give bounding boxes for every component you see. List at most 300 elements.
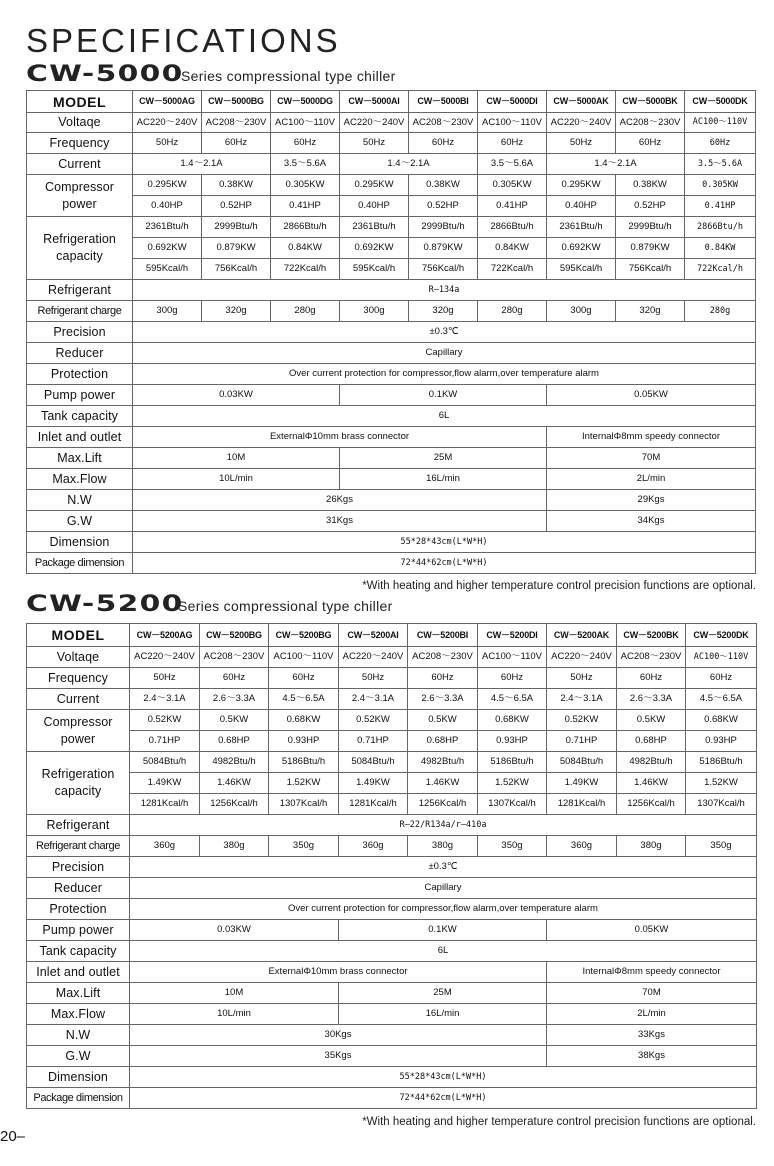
inlet-cell: ExternalΦ10mm brass connector (130, 962, 547, 983)
refrig-kw-cell: 0.692KW (547, 238, 616, 259)
current-cell: 3.5～5.6A (685, 154, 756, 175)
flow-cell: 16L/min (340, 469, 547, 490)
row-label: Dimension (27, 1067, 130, 1088)
row-label: Frequency (27, 668, 130, 689)
row-label: Refrigeration capacity (27, 752, 130, 815)
row-label: Frequency (27, 133, 133, 154)
model-name: CW－5000DK (685, 91, 756, 113)
protection-cell: Over current protection for compressor,flow alarm,over temperature alarm (133, 364, 756, 385)
current-cell: 1.4～2.1A (340, 154, 478, 175)
lift-cell: 25M (339, 983, 547, 1004)
gw-cell: 38Kgs (547, 1046, 757, 1067)
pump-row (27, 920, 757, 941)
model-name: CW－5200BK (617, 624, 686, 647)
compressor-kw-cell: 0.5KW (200, 710, 269, 731)
compressor-kw-cell: 0.68KW (269, 710, 339, 731)
package-cell: 72*44*62cm(L*W*H) (130, 1088, 757, 1109)
refrig-kw-cell: 1.49KW (130, 773, 200, 794)
row-label: G.W (27, 511, 133, 532)
row-label: Voltaqe (27, 113, 133, 133)
refrig-btu-cell: 5186Btu/h (686, 752, 757, 773)
refrig-kw-cell: 1.46KW (617, 773, 686, 794)
compressor-kw-cell: 0.295KW (340, 175, 409, 196)
row-label: Protection (27, 364, 133, 385)
model-name: CW－5000AG (133, 91, 202, 113)
compressor-hp-cell: 0.52HP (616, 196, 685, 217)
refrig-kcal-cell: 756Kcal/h (202, 259, 271, 280)
tank-row (27, 406, 756, 427)
row-label: Max.Flow (27, 1004, 130, 1025)
protection-row (27, 364, 756, 385)
compressor-kw-cell: 0.5KW (408, 710, 478, 731)
nw-row (27, 490, 756, 511)
refrig-kcal-cell: 1307Kcal/h (478, 794, 547, 815)
dimension-cell: 55*28*43cm(L*W*H) (130, 1067, 757, 1088)
frequency-cell: 50Hz (340, 133, 409, 154)
compressor-hp-cell: 0.68HP (200, 731, 269, 752)
model-name: CW－5000AK (547, 91, 616, 113)
lift-cell: 25M (340, 448, 547, 469)
compressor-kw-row (27, 710, 757, 731)
refrig-kcal-cell: 1307Kcal/h (269, 794, 339, 815)
model-name: CW－5000BI (409, 91, 478, 113)
inlet-row (27, 962, 757, 983)
charge-cell: 360g (130, 836, 200, 857)
precision-cell: ±0.3℃ (133, 322, 756, 343)
nw-row (27, 1025, 757, 1046)
model-name: CW－5200AK (547, 624, 617, 647)
current-cell: 4.5～6.5A (478, 689, 547, 710)
compressor-hp-cell: 0.93HP (478, 731, 547, 752)
page-number: 20– (0, 1128, 26, 1145)
footnote: *With heating and higher temperature control precision functions are optional. (362, 580, 756, 592)
row-label: Current (27, 154, 133, 175)
model-name: CW－5000BG (202, 91, 271, 113)
tank-cell: 6L (133, 406, 756, 427)
dimension-row (27, 1067, 757, 1088)
refrig-btu-cell: 4982Btu/h (200, 752, 269, 773)
refrig-kcal-cell: 722Kcal/h (685, 259, 756, 280)
row-label: Compressor power (27, 710, 130, 752)
gw-row (27, 511, 756, 532)
pump-row (27, 385, 756, 406)
current-row (27, 154, 756, 175)
refrig-btu-cell: 2999Btu/h (616, 217, 685, 238)
voltage-cell: AC220～240V (130, 647, 200, 668)
row-label: Reducer (27, 343, 133, 364)
current-cell: 4.5～6.5A (686, 689, 757, 710)
flow-cell: 2L/min (547, 469, 756, 490)
model-row (27, 91, 756, 113)
compressor-kw-cell: 0.305KW (478, 175, 547, 196)
model-row (27, 624, 757, 647)
compressor-hp-cell: 0.93HP (686, 731, 757, 752)
compressor-kw-cell: 0.68KW (686, 710, 757, 731)
current-cell: 1.4～2.1A (133, 154, 271, 175)
reducer-cell: Capillary (130, 878, 757, 899)
row-label: Current (27, 689, 130, 710)
flow-cell: 10L/min (130, 1004, 339, 1025)
voltage-cell: AC208～230V (409, 113, 478, 133)
compressor-kw-cell: 0.5KW (617, 710, 686, 731)
refrig-kw-cell: 0.879KW (202, 238, 271, 259)
model-name: CW－5200BG (200, 624, 269, 647)
gw-cell: 31Kgs (133, 511, 547, 532)
row-label: Precision (27, 322, 133, 343)
model-name: CW－5200AI (339, 624, 408, 647)
refrig-btu-cell: 2866Btu/h (685, 217, 756, 238)
lift-cell: 70M (547, 983, 757, 1004)
compressor-hp-cell: 0.68HP (408, 731, 478, 752)
row-label: N.W (27, 490, 133, 511)
compressor-kw-cell: 0.52KW (130, 710, 200, 731)
row-label: Max.Lift (27, 983, 130, 1004)
voltage-cell: AC220～240V (547, 113, 616, 133)
lift-row (27, 448, 756, 469)
row-label: Refrigeration capacity (27, 217, 133, 280)
refrig-btu-cell: 2866Btu/h (478, 217, 547, 238)
flow-cell: 10L/min (133, 469, 340, 490)
tank-cell: 6L (130, 941, 757, 962)
refrig-btu-cell: 5084Btu/h (130, 752, 200, 773)
charge-cell: 380g (408, 836, 478, 857)
refrig-kcal-cell: 722Kcal/h (271, 259, 340, 280)
spec-table-cw5000 (26, 90, 756, 574)
pump-cell: 0.03KW (130, 920, 339, 941)
nw-cell: 26Kgs (133, 490, 547, 511)
row-label: Inlet and outlet (27, 427, 133, 448)
current-cell: 2.6～3.3A (617, 689, 686, 710)
precision-row (27, 857, 757, 878)
refrig-kcal-cell: 756Kcal/h (409, 259, 478, 280)
page-title: SPECIFICATIONS (26, 22, 341, 59)
refrigerant-row (27, 280, 756, 301)
pump-cell: 0.05KW (547, 385, 756, 406)
refrig-kcal-cell: 722Kcal/h (478, 259, 547, 280)
frequency-cell: 60Hz (269, 668, 339, 689)
compressor-hp-cell: 0.68HP (617, 731, 686, 752)
model-header: MODEL (27, 91, 133, 113)
lift-cell: 70M (547, 448, 756, 469)
refrig-kw-cell: 1.49KW (339, 773, 408, 794)
compressor-kw-cell: 0.305KW (271, 175, 340, 196)
dimension-cell: 55*28*43cm(L*W*H) (133, 532, 756, 553)
charge-cell: 380g (200, 836, 269, 857)
refrig-btu-cell: 2999Btu/h (409, 217, 478, 238)
flow-cell: 16L/min (339, 1004, 547, 1025)
lift-row (27, 983, 757, 1004)
frequency-cell: 50Hz (547, 133, 616, 154)
footnote: *With heating and higher temperature control precision functions are optional. (362, 1116, 756, 1128)
voltage-cell: AC220～240V (133, 113, 202, 133)
compressor-hp-cell: 0.41HP (478, 196, 547, 217)
refrig-kw-cell: 0.84KW (685, 238, 756, 259)
refrig-btu-cell: 2361Btu/h (547, 217, 616, 238)
series-heading-cw5200 (26, 592, 393, 617)
compressor-hp-cell: 0.71HP (130, 731, 200, 752)
refrig-kw-cell: 1.49KW (547, 773, 617, 794)
current-cell: 1.4～2.1A (547, 154, 685, 175)
model-name: CW－5200AG (130, 624, 200, 647)
refrig-btu-row (27, 752, 757, 773)
inlet-row (27, 427, 756, 448)
model-header: MODEL (27, 624, 130, 647)
model-name: CW－5200DK (686, 624, 757, 647)
precision-cell: ±0.3℃ (130, 857, 757, 878)
charge-cell: 320g (409, 301, 478, 322)
voltage-cell: AC220～240V (340, 113, 409, 133)
row-label: Refrigerant (27, 815, 130, 836)
refrig-btu-cell: 5186Btu/h (269, 752, 339, 773)
inlet-cell: InternalΦ8mm speedy connector (547, 962, 757, 983)
tank-row (27, 941, 757, 962)
refrig-kw-cell: 0.692KW (133, 238, 202, 259)
compressor-hp-cell: 0.52HP (409, 196, 478, 217)
charge-cell: 320g (616, 301, 685, 322)
frequency-cell: 50Hz (133, 133, 202, 154)
series-description: Series compressional type chiller (178, 598, 393, 614)
frequency-cell: 60Hz (200, 668, 269, 689)
refrig-kw-cell: 1.52KW (269, 773, 339, 794)
series-name: CW-5200 (26, 592, 184, 617)
charge-cell: 350g (686, 836, 757, 857)
refrig-kcal-row (27, 259, 756, 280)
package-row (27, 553, 756, 574)
refrig-kcal-cell: 1281Kcal/h (130, 794, 200, 815)
row-label: Refrigerant charge (27, 301, 133, 322)
charge-cell: 350g (269, 836, 339, 857)
compressor-kw-cell: 0.52KW (547, 710, 617, 731)
current-cell: 3.5～5.6A (478, 154, 547, 175)
series-name: CW-5000 (26, 62, 184, 87)
voltage-cell: AC208～230V (408, 647, 478, 668)
refrig-btu-cell: 4982Btu/h (408, 752, 478, 773)
refrigerant-cell: R–22/R134a/r–410a (130, 815, 757, 836)
voltage-cell: AC208～230V (616, 113, 685, 133)
charge-cell: 350g (478, 836, 547, 857)
refrigerant-cell: R–134a (133, 280, 756, 301)
refrig-kcal-cell: 756Kcal/h (616, 259, 685, 280)
frequency-cell: 60Hz (686, 668, 757, 689)
row-label: Pump power (27, 920, 130, 941)
charge-cell: 280g (685, 301, 756, 322)
charge-cell: 280g (271, 301, 340, 322)
refrig-kw-cell: 0.879KW (616, 238, 685, 259)
voltage-cell: AC220～240V (547, 647, 617, 668)
refrig-kcal-cell: 1256Kcal/h (617, 794, 686, 815)
nw-cell: 30Kgs (130, 1025, 547, 1046)
row-label: Precision (27, 857, 130, 878)
refrig-kcal-cell: 595Kcal/h (133, 259, 202, 280)
voltage-cell: AC208～230V (617, 647, 686, 668)
row-label: Package dimension (27, 1088, 130, 1109)
voltage-row (27, 647, 757, 668)
current-cell: 3.5～5.6A (271, 154, 340, 175)
compressor-kw-row (27, 175, 756, 196)
row-label: Reducer (27, 878, 130, 899)
current-cell: 2.4～3.1A (339, 689, 408, 710)
frequency-cell: 60Hz (616, 133, 685, 154)
compressor-hp-cell: 0.40HP (340, 196, 409, 217)
pump-cell: 0.05KW (547, 920, 757, 941)
compressor-hp-cell: 0.71HP (547, 731, 617, 752)
compressor-hp-cell: 0.41HP (271, 196, 340, 217)
compressor-hp-cell: 0.41HP (685, 196, 756, 217)
current-cell: 2.6～3.3A (200, 689, 269, 710)
pump-cell: 0.1KW (340, 385, 547, 406)
refrig-btu-cell: 2866Btu/h (271, 217, 340, 238)
charge-cell: 300g (133, 301, 202, 322)
charge-cell: 360g (547, 836, 617, 857)
refrig-btu-cell: 5186Btu/h (478, 752, 547, 773)
charge-cell: 280g (478, 301, 547, 322)
refrig-kw-cell: 1.52KW (686, 773, 757, 794)
package-cell: 72*44*62cm(L*W*H) (133, 553, 756, 574)
frequency-cell: 60Hz (478, 668, 547, 689)
refrig-kw-cell: 1.46KW (408, 773, 478, 794)
nw-cell: 33Kgs (547, 1025, 757, 1046)
refrig-btu-cell: 4982Btu/h (617, 752, 686, 773)
frequency-cell: 60Hz (271, 133, 340, 154)
refrig-kcal-cell: 1256Kcal/h (408, 794, 478, 815)
flow-row (27, 469, 756, 490)
row-label: Package dimension (27, 553, 133, 574)
row-label: Pump power (27, 385, 133, 406)
refrig-kcal-row (27, 794, 757, 815)
row-label: Refrigerant charge (27, 836, 130, 857)
frequency-cell: 60Hz (408, 668, 478, 689)
model-name: CW－5000BK (616, 91, 685, 113)
refrig-btu-cell: 2361Btu/h (340, 217, 409, 238)
row-label: Tank capacity (27, 406, 133, 427)
spec-table-cw5200 (26, 623, 757, 1109)
frequency-cell: 60Hz (685, 133, 756, 154)
charge-cell: 300g (547, 301, 616, 322)
model-name: CW－5200DI (478, 624, 547, 647)
voltage-cell: AC208～230V (200, 647, 269, 668)
row-label: Max.Flow (27, 469, 133, 490)
pump-cell: 0.03KW (133, 385, 340, 406)
current-cell: 2.6～3.3A (408, 689, 478, 710)
inlet-cell: InternalΦ8mm speedy connector (547, 427, 756, 448)
reducer-cell: Capillary (133, 343, 756, 364)
charge-cell: 320g (202, 301, 271, 322)
compressor-hp-row (27, 731, 757, 752)
current-cell: 2.4～3.1A (547, 689, 617, 710)
compressor-kw-cell: 0.68KW (478, 710, 547, 731)
frequency-cell: 60Hz (409, 133, 478, 154)
protection-row (27, 899, 757, 920)
voltage-cell: AC208～230V (202, 113, 271, 133)
current-row (27, 689, 757, 710)
compressor-kw-cell: 0.38KW (202, 175, 271, 196)
frequency-row (27, 133, 756, 154)
reducer-row (27, 343, 756, 364)
row-label: Max.Lift (27, 448, 133, 469)
refrig-kcal-cell: 1307Kcal/h (686, 794, 757, 815)
charge-row (27, 836, 757, 857)
voltage-cell: AC220～240V (339, 647, 408, 668)
refrig-kcal-cell: 1256Kcal/h (200, 794, 269, 815)
pump-cell: 0.1KW (339, 920, 547, 941)
frequency-row (27, 668, 757, 689)
gw-row (27, 1046, 757, 1067)
refrig-kcal-cell: 1281Kcal/h (547, 794, 617, 815)
refrig-kw-cell: 0.879KW (409, 238, 478, 259)
refrig-kcal-cell: 595Kcal/h (340, 259, 409, 280)
frequency-cell: 50Hz (130, 668, 200, 689)
frequency-cell: 60Hz (202, 133, 271, 154)
compressor-kw-cell: 0.305KW (685, 175, 756, 196)
row-label: N.W (27, 1025, 130, 1046)
refrig-kw-row (27, 773, 757, 794)
refrig-btu-row (27, 217, 756, 238)
refrig-kw-cell: 0.84KW (271, 238, 340, 259)
row-label: Tank capacity (27, 941, 130, 962)
frequency-cell: 60Hz (617, 668, 686, 689)
refrig-kw-cell: 0.84KW (478, 238, 547, 259)
refrig-kw-cell: 1.46KW (200, 773, 269, 794)
precision-row (27, 322, 756, 343)
refrig-kw-row (27, 238, 756, 259)
model-name: CW－5200BG (269, 624, 339, 647)
current-cell: 2.4～3.1A (130, 689, 200, 710)
voltage-cell: AC100～110V (685, 113, 756, 133)
gw-cell: 35Kgs (130, 1046, 547, 1067)
compressor-kw-cell: 0.38KW (409, 175, 478, 196)
compressor-kw-cell: 0.38KW (616, 175, 685, 196)
voltage-row (27, 113, 756, 133)
refrig-kcal-cell: 1281Kcal/h (339, 794, 408, 815)
compressor-hp-cell: 0.40HP (133, 196, 202, 217)
model-name: CW－5000DG (271, 91, 340, 113)
frequency-cell: 50Hz (547, 668, 617, 689)
model-name: CW－5000DI (478, 91, 547, 113)
refrigerant-row (27, 815, 757, 836)
frequency-cell: 50Hz (339, 668, 408, 689)
charge-cell: 300g (340, 301, 409, 322)
refrig-btu-cell: 2361Btu/h (133, 217, 202, 238)
current-cell: 4.5～6.5A (269, 689, 339, 710)
charge-cell: 380g (617, 836, 686, 857)
reducer-row (27, 878, 757, 899)
row-label: Dimension (27, 532, 133, 553)
lift-cell: 10M (130, 983, 339, 1004)
refrig-kcal-cell: 595Kcal/h (547, 259, 616, 280)
charge-cell: 360g (339, 836, 408, 857)
flow-row (27, 1004, 757, 1025)
voltage-cell: AC100～110V (686, 647, 757, 668)
model-name: CW－5000AI (340, 91, 409, 113)
refrig-kw-cell: 0.692KW (340, 238, 409, 259)
compressor-hp-cell: 0.93HP (269, 731, 339, 752)
flow-cell: 2L/min (547, 1004, 757, 1025)
compressor-kw-cell: 0.295KW (133, 175, 202, 196)
refrig-btu-cell: 5084Btu/h (339, 752, 408, 773)
row-label: Inlet and outlet (27, 962, 130, 983)
compressor-kw-cell: 0.52KW (339, 710, 408, 731)
row-label: Compressor power (27, 175, 133, 217)
series-description: Series compressional type chiller (181, 68, 396, 84)
refrig-btu-cell: 5084Btu/h (547, 752, 617, 773)
compressor-hp-row (27, 196, 756, 217)
charge-row (27, 301, 756, 322)
voltage-cell: AC100～110V (271, 113, 340, 133)
protection-cell: Over current protection for compressor,flow alarm,over temperature alarm (130, 899, 757, 920)
frequency-cell: 60Hz (478, 133, 547, 154)
compressor-hp-cell: 0.52HP (202, 196, 271, 217)
lift-cell: 10M (133, 448, 340, 469)
